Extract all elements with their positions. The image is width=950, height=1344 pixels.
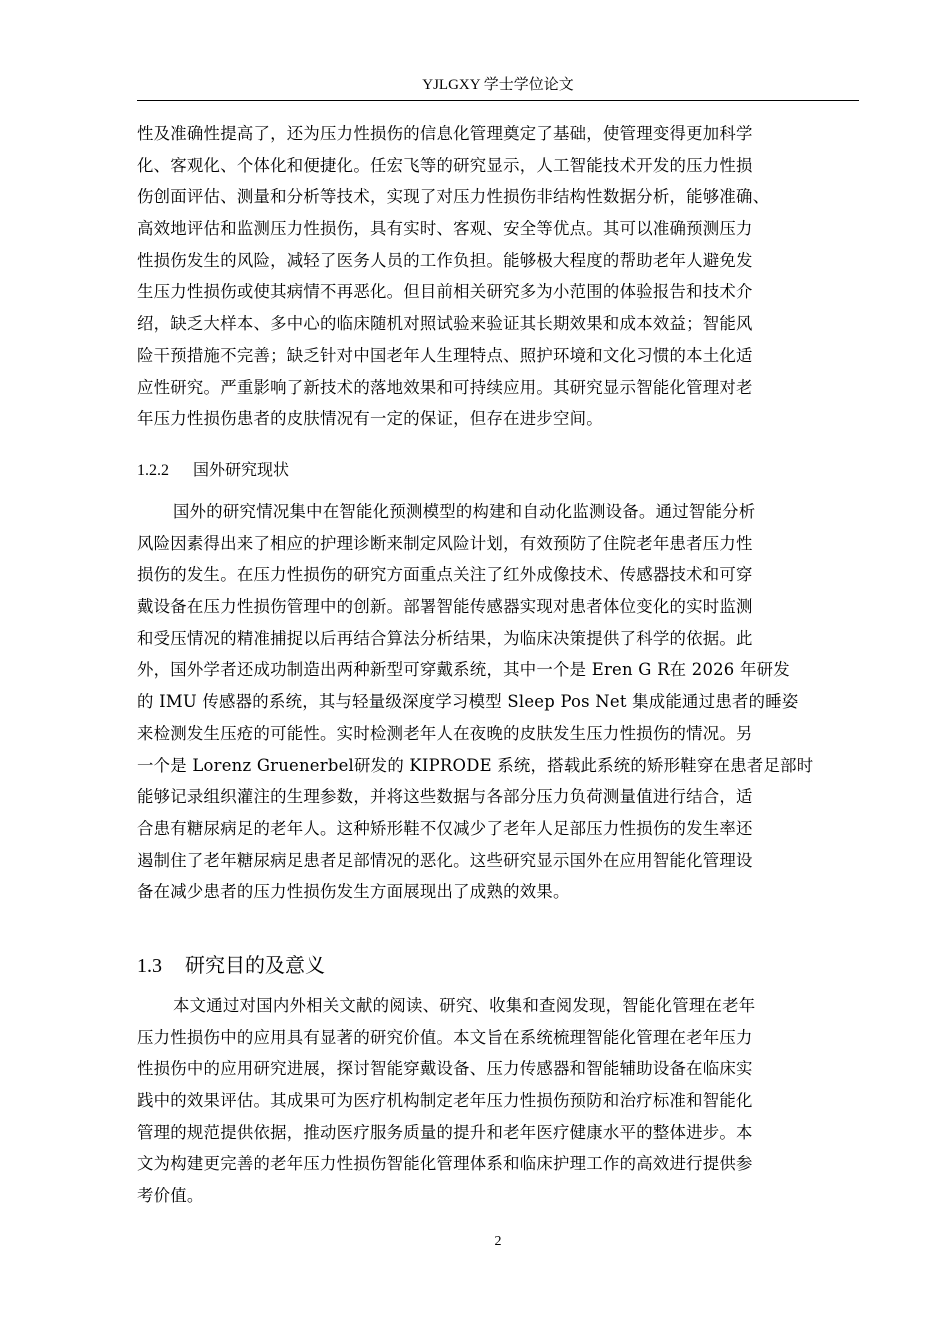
text-line: 应性研究。严重影响了新技术的落地效果和可持续应用。其研究显示智能化管理对老 bbox=[137, 377, 753, 397]
text-line: 性损伤中的应用研究进展，探讨智能穿戴设备、压力传感器和智能辅助设备在临床实 bbox=[137, 1059, 753, 1079]
text-line: 高效地评估和监测压力性损伤，具有实时、客观、安全等优点。其可以准确预测压力 bbox=[137, 219, 753, 239]
text-line: 合患有糖尿病足的老年人。这种矫形鞋不仅减少了老年人足部压力性损伤的发生率还 bbox=[137, 818, 753, 838]
text-line: 备在减少患者的压力性损伤发生方面展现出了成熟的效果。 bbox=[137, 882, 570, 902]
text-line: 风险因素得出来了相应的护理诊断来制定风险计划，有效预防了住院老年患者压力性 bbox=[137, 533, 753, 553]
text-line: 文为构建更完善的老年压力性损伤智能化管理体系和临床护理工作的高效进行提供参 bbox=[137, 1154, 753, 1174]
running-header: YJLGXY 学士学位论文 bbox=[422, 77, 574, 93]
text-line: 践中的效果评估。其成果可为医疗机构制定老年压力性损伤预防和治疗标准和智能化 bbox=[137, 1091, 753, 1111]
section-number: 1.2.2 bbox=[137, 462, 169, 479]
text-line: 戴设备在压力性损伤管理中的创新。部署智能传感器实现对患者体位变化的实时监测 bbox=[137, 597, 753, 617]
section-heading-1-3 bbox=[137, 947, 325, 984]
section-title: 国外研究现状 bbox=[193, 460, 290, 479]
section-heading-1-2-2 bbox=[137, 454, 289, 487]
text-line: 的 IMU 传感器的系统，其与轻量级深度学习模型 Sleep Pos Net 集成能通过患者的睡姿 bbox=[137, 692, 799, 712]
text-line: 国外的研究情况集中在智能化预测模型的构建和自动化监测设备。通过智能分析 bbox=[173, 502, 756, 521]
section-title: 研究目的及意义 bbox=[185, 953, 325, 977]
paragraph-foreign-research bbox=[137, 496, 859, 908]
text-line: 生压力性损伤或使其病情不再恶化。但目前相关研究多为小范围的体验报告和技术介 bbox=[137, 282, 753, 302]
text-line: 来检测发生压疮的可能性。实时检测老年人在夜晚的皮肤发生压力性损伤的情况。另 bbox=[137, 723, 753, 743]
text-line: 伤创面评估、测量和分析等技术，实现了对压力性损伤非结构性数据分析，能够准确、 bbox=[137, 187, 770, 207]
text-line: 一个是 Lorenz Gruenerbel研发的 KIPRODE 系统，搭载此系统的矫形鞋穿在患者足部时 bbox=[137, 755, 814, 775]
text-line: 和受压情况的精准捕捉以后再结合算法分析结果，为临床决策提供了科学的依据。此 bbox=[137, 628, 753, 648]
text-line: 遏制住了老年糖尿病足患者足部情况的恶化。这些研究显示国外在应用智能化管理设 bbox=[137, 850, 753, 870]
paragraph-continuation bbox=[137, 118, 859, 435]
text-line: 能够记录组织灌注的生理参数，并将这些数据与各部分压力负荷测量值进行结合，适 bbox=[137, 787, 753, 807]
text-line: 性及准确性提高了，还为压力性损伤的信息化管理奠定了基础，使管理变得更加科学 bbox=[137, 124, 753, 143]
text-line: 险干预措施不完善；缺乏针对中国老年人生理特点、照护环境和文化习惯的本土化适 bbox=[137, 345, 753, 365]
page-number: 2 bbox=[494, 1234, 502, 1249]
text-line: 性损伤发生的风险，减轻了医务人员的工作负担。能够极大程度的帮助老年人避免发 bbox=[137, 250, 753, 270]
text-line: 外，国外学者还成功制造出两种新型可穿戴系统，其中一个是 Eren G R在 2026 年研发 bbox=[137, 660, 790, 680]
text-line: 压力性损伤中的应用具有显著的研究价值。本文旨在系统梳理智能化管理在老年压力 bbox=[137, 1027, 753, 1047]
text-line: 管理的规范提供依据，推动医疗服务质量的提升和老年医疗健康水平的整体进步。本 bbox=[137, 1122, 753, 1142]
text-line: 损伤的发生。在压力性损伤的研究方面重点关注了红外成像技术、传感器技术和可穿 bbox=[137, 565, 753, 585]
header-rule bbox=[137, 100, 859, 101]
text-line: 绍，缺乏大样本、多中心的临床随机对照试验来验证其长期效果和成本效益；智能风 bbox=[137, 314, 753, 334]
text-line: 考价值。 bbox=[137, 1186, 204, 1206]
paragraph-research-purpose bbox=[137, 990, 859, 1212]
text-line: 本文通过对国内外相关文献的阅读、研究、收集和查阅发现，智能化管理在老年 bbox=[173, 996, 756, 1015]
text-line: 年压力性损伤患者的皮肤情况有一定的保证，但存在进步空间。 bbox=[137, 409, 603, 429]
section-number: 1.3 bbox=[137, 955, 162, 977]
text-line: 化、客观化、个体化和便捷化。任宏飞等的研究显示，人工智能技术开发的压力性损 bbox=[137, 155, 753, 175]
